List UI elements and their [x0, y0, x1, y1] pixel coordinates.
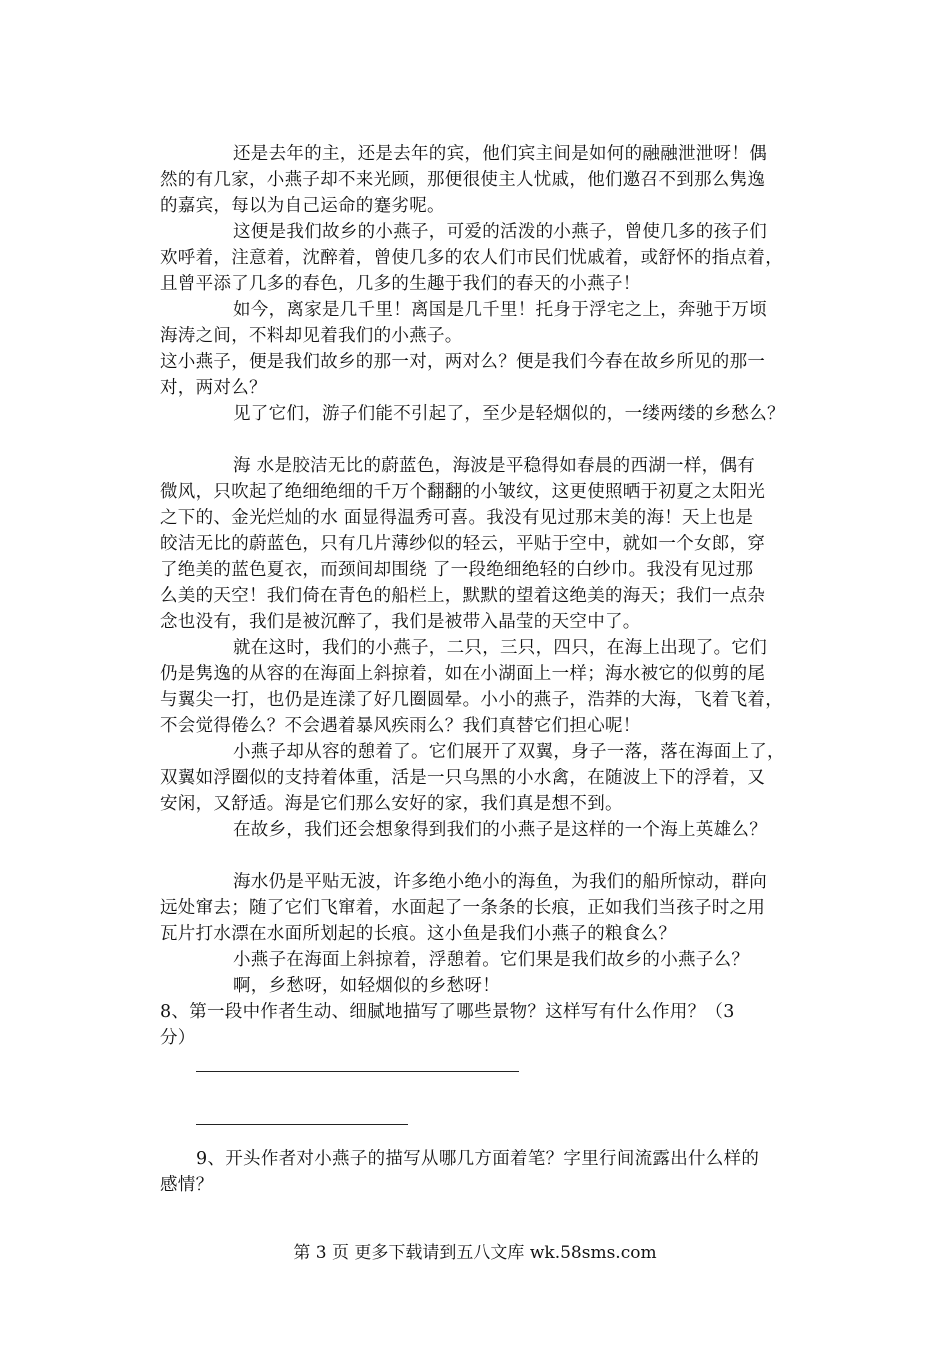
passage-line: 然的有几家，小燕子却不来光顾，那便很使主人忧戚，他们邀召不到那么隽逸 — [160, 170, 766, 190]
answer-line — [196, 1124, 408, 1125]
passage-line: 双翼如浮圈似的支持着体重，活是一只乌黑的小水禽，在随波上下的浮着，又 — [160, 768, 766, 788]
passage-line: 在故乡，我们还会想象得到我们的小燕子是这样的一个海上英雄么？ — [233, 820, 767, 840]
passage-line: 就在这时，我们的小燕子，二只，三只，四只，在海上出现了。它们 — [233, 638, 767, 658]
passage-line: 见了它们，游子们能不引起了，至少是轻烟似的，一缕两缕的乡愁么？ — [233, 404, 785, 424]
passage-line: 与翼尖一打，也仍是连漾了好几圈圆晕。小小的燕子，浩莽的大海，飞着飞着， — [160, 690, 783, 710]
passage-line: 海涛之间，不料却见着我们的小燕子。 — [160, 326, 463, 346]
question-8-text: 8、第一段中作者生动、细腻地描写了哪些景物？这样写有什么作用？（3 — [160, 1002, 735, 1022]
question-9-text: 9、开头作者对小燕子的描写从哪几方面着笔？字里行间流露出什么样的 — [196, 1149, 760, 1169]
passage-line: 微风，只吹起了绝细绝细的千万个翻翻的小皱纹，这更使照晒于初夏之太阳光 — [160, 482, 766, 502]
passage-line: 小燕子却从容的憩着了。它们展开了双翼，身子一落，落在海面上了， — [233, 742, 785, 762]
passage-line: 对，两对么？ — [160, 378, 267, 398]
passage-line: 皎洁无比的蔚蓝色，只有几片薄纱似的轻云，平贴于空中，就如一个女郎，穿 — [160, 534, 766, 554]
page-footer: 第 3 页 更多下载请到五八文库 wk.58sms.com — [293, 1243, 657, 1263]
answer-line — [196, 1071, 519, 1072]
passage-line: 远处窜去；随了它们飞窜着，水面起了一条条的长痕，正如我们当孩子时之用 — [160, 898, 766, 918]
passage-line: 么美的天空！我们倚在青色的船栏上，默默的望着这绝美的海天；我们一点杂 — [160, 586, 766, 606]
passage-line: 啊，乡愁呀，如轻烟似的乡愁呀！ — [233, 976, 500, 996]
passage-line: 海水仍是平贴无波，许多绝小绝小的海鱼，为我们的船所惊动，群向 — [233, 872, 767, 892]
passage-line: 如今，离家是几千里！离国是几千里！托身于浮宅之上，奔驰于万顷 — [233, 300, 767, 320]
passage-line: 欢呼着，注意着，沈醉着，曾使几多的农人们市民们忧戚着，或舒怀的指点着， — [160, 248, 783, 268]
passage-line: 这小燕子，便是我们故乡的那一对，两对么？便是我们今春在故乡所见的那一 — [160, 352, 766, 372]
question-8-text-cont: 分） — [160, 1028, 196, 1048]
passage-line: 海 水是胶洁无比的蔚蓝色，海波是平稳得如春晨的西湖一样，偶有 — [233, 456, 756, 476]
passage-line: 念也没有，我们是被沉醉了，我们是被带入晶莹的天空中了。 — [160, 612, 641, 632]
passage-line: 且曾平添了几多的春色，几多的生趣于我们的春天的小燕子！ — [160, 274, 641, 294]
passage-line: 小燕子在海面上斜掠着，浮憩着。它们果是我们故乡的小燕子么？ — [233, 950, 750, 970]
passage-line: 不会觉得倦么？不会遇着暴风疾雨么？我们真替它们担心呢！ — [160, 716, 641, 736]
passage-line: 之下的、金光烂灿的水 面显得温秀可喜。我没有见过那末美的海！天上也是 — [160, 508, 754, 528]
passage-line: 这便是我们故乡的小燕子，可爱的活泼的小燕子，曾使几多的孩子们 — [233, 222, 767, 242]
passage-line: 安闲，又舒适。海是它们那么安好的家，我们真是想不到。 — [160, 794, 623, 814]
passage-line: 还是去年的主，还是去年的宾，他们宾主间是如何的融融泄泄呀！偶 — [233, 144, 767, 164]
passage-line: 仍是隽逸的从容的在海面上斜掠着，如在小湖面上一样；海水被它的似剪的尾 — [160, 664, 766, 684]
passage-line: 瓦片打水漂在水面所划起的长痕。这小鱼是我们小燕子的粮食么？ — [160, 924, 677, 944]
passage-line: 了绝美的蓝色夏衣，而颈间却围绕 了一段绝细绝轻的白纱巾。我没有见过那 — [160, 560, 754, 580]
question-9-text-cont: 感情？ — [160, 1175, 214, 1195]
passage-line: 的嘉宾，每以为自己运命的蹇劣呢。 — [160, 196, 445, 216]
